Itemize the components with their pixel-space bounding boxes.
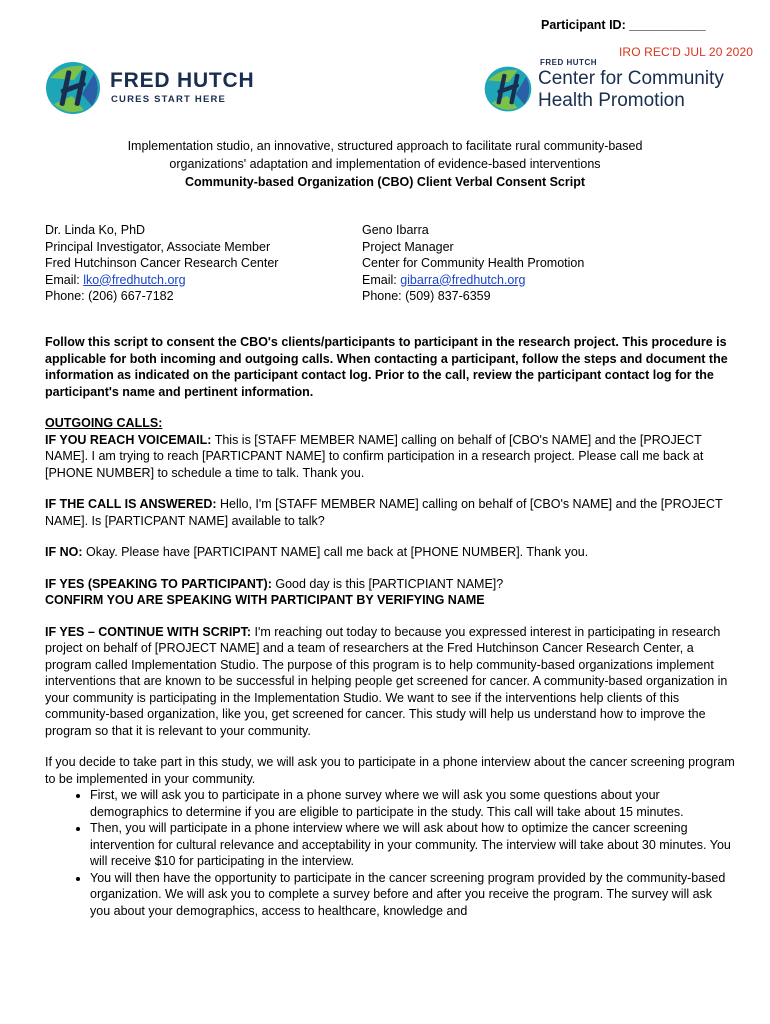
contact-name: Geno Ibarra: [362, 223, 429, 237]
fred-hutch-logo: [44, 60, 284, 116]
email-label: Email:: [362, 272, 401, 287]
cchp-line-1: Center for Community: [538, 68, 724, 89]
steps-list: [45, 787, 735, 919]
cchp-line-2: Health Promotion: [538, 90, 685, 111]
contact-email-row: [362, 272, 584, 289]
continue-text: I'm reaching out today to because you expressed interest in participating in research project on behalf of [PROJECT NAME] and a team of researchers at the Fred Hutchinson Cancer Research Center, a program called Implementation Studio. The purpose of this program is to help community-based organizations implement interventions that are known to be successful in helping people get screened for cancer. A community-based organization in your community is participating in the Implementation Studio. We want to see if the interventions help clients of this community-based organization, like you, get screened for cancer. This study will help us understand how to improve the program so that it is relevant to your community.: [45, 624, 728, 738]
fred-hutch-emblem-icon: [44, 60, 102, 116]
instructions-paragraph: Follow this script to consent the CBO's clients/participants to participant in the research project. This procedure is applicable for both incoming and outgoing calls. When contacting a participant, follow the steps and document the information as indicated on the participant contact log. Prior to the call, review the participant contact log for the participant's name and pertinent information.: [45, 335, 728, 399]
continue-label: IF YES – CONTINUE WITH SCRIPT:: [45, 624, 252, 639]
answered-label: IF THE CALL IS ANSWERED:: [45, 497, 217, 511]
outgoing-heading: OUTGOING CALLS:: [45, 416, 163, 430]
fred-hutch-tagline: CURES START HERE: [111, 94, 227, 105]
contact-left: [45, 222, 278, 305]
voicemail-label: IF YOU REACH VOICEMAIL:: [45, 432, 212, 447]
contact-org: Center for Community Health Promotion: [362, 256, 585, 270]
list-item: • First, we will ask you to participate in a phone survey where we will ask you some questions about your demographics to determine if you are eligible to participate in the study. This call will take about 15 minutes.: [90, 787, 735, 820]
voicemail-text: This is [STAFF MEMBER NAME] calling on behalf of [CBO's NAME] and the [PROJECT NAME]. I am trying to reach [PARTICPANT NAME] to confirm participation in a research project. Please call me back at [PHONE NUMBER] to schedule a time to talk. Thank you.: [45, 432, 704, 480]
intro-paragraph: If you decide to take part in this study, we will ask you to participate in a phone interview about the cancer screening program to be implemented in your community.: [45, 755, 735, 786]
email-link[interactable]: lko@fredhutch.org: [83, 272, 186, 287]
cchp-logo: [483, 58, 743, 118]
contact-email-row: [45, 272, 278, 289]
cchp-top-text: FRED HUTCH: [540, 58, 597, 67]
voicemail-paragraph: [45, 415, 735, 481]
yes-label: IF YES (SPEAKING TO PARTICIPANT):: [45, 576, 272, 591]
participant-id-label: Participant ID: ___________: [541, 18, 706, 32]
fred-hutch-emblem-icon: [483, 64, 533, 114]
fred-hutch-wordmark: FRED HUTCH: [110, 69, 255, 92]
answered-paragraph: [45, 496, 735, 529]
title-line-1: Implementation studio, an innovative, structured approach to facilitate rural community-based: [127, 139, 643, 153]
contact-org: Fred Hutchinson Cancer Research Center: [45, 256, 279, 270]
received-stamp: IRO REC'D JUL 20 2020: [619, 45, 754, 59]
contact-phone: Phone: (509) 837-6359: [362, 289, 491, 303]
document-title: [40, 137, 730, 191]
contact-role: Principal Investigator, Associate Member: [45, 239, 271, 254]
no-text: Okay. Please have [PARTICIPANT NAME] call me back at [PHONE NUMBER]. Thank you.: [82, 545, 589, 559]
title-line-2: organizations' adaptation and implementation of evidence-based interventions: [169, 157, 601, 171]
contact-phone: Phone: (206) 667-7182: [45, 289, 174, 303]
email-label: Email:: [45, 272, 84, 287]
answered-text: Hello, I'm [STAFF MEMBER NAME] calling on behalf of [CBO's NAME] and the [PROJECT NAME]. Is [PARTICPANT NAME] available to talk?: [45, 497, 723, 528]
contact-right: [362, 222, 584, 305]
yes-text: Good day is this [PARTICPIANT NAME]?: [271, 576, 504, 591]
contact-role: Project Manager: [362, 239, 454, 254]
script-body: [45, 334, 735, 919]
list-item: • Then, you will participate in a phone interview where we will ask about how to optimize the cancer screening intervention for cultural relevance and acceptability in your community. The interview will take about 30 minutes. You will receive $10 for participating in the interview.: [90, 820, 735, 870]
continue-paragraph: [45, 624, 735, 740]
confirm-instruction: CONFIRM YOU ARE SPEAKING WITH PARTICIPANT BY VERIFYING NAME: [45, 593, 485, 607]
email-link[interactable]: gibarra@fredhutch.org: [400, 272, 526, 287]
contact-name: Dr. Linda Ko, PhD: [45, 223, 146, 237]
title-line-3: Community-based Organization (CBO) Client Verbal Consent Script: [184, 175, 586, 189]
yes-paragraph: [45, 576, 735, 609]
list-item: • You will then have the opportunity to participate in the cancer screening program provided by the community-based organization. We will ask you to complete a survey before and after you receive the program. The survey will ask you about your demographics, access to healthcare, knowledge and: [90, 870, 735, 920]
no-label: IF NO:: [45, 545, 83, 559]
no-paragraph: [45, 544, 735, 561]
